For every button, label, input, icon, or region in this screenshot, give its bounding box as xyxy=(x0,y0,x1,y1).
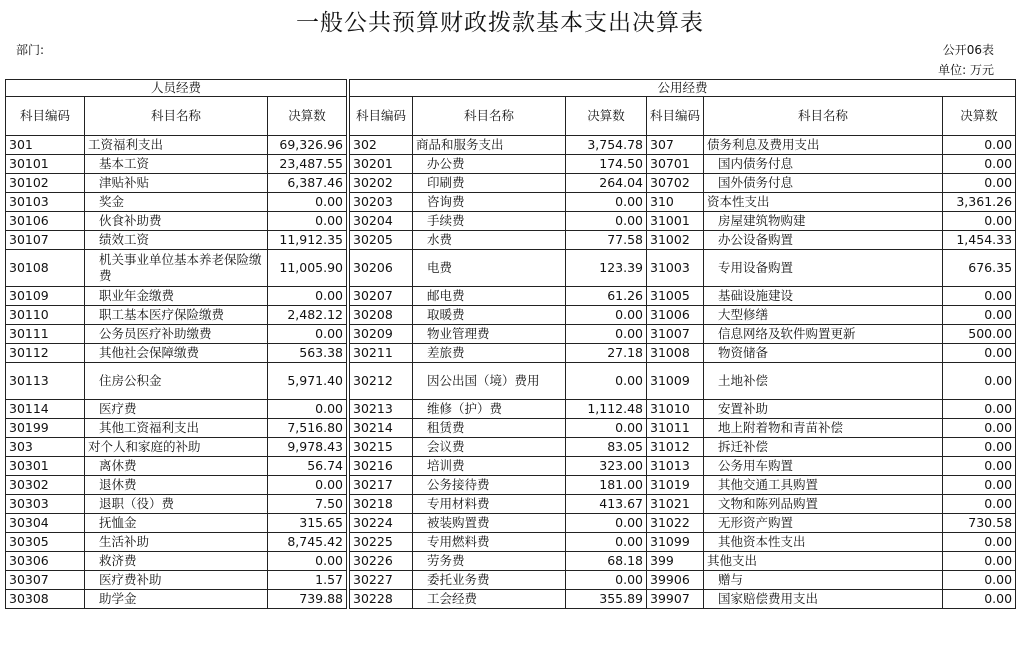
page-title: 一般公共预算财政拨款基本支出决算表 xyxy=(296,10,704,36)
amount-cell: 0.00 xyxy=(943,476,1016,495)
name-cell: 培训费 xyxy=(413,457,566,476)
table-row xyxy=(6,193,1016,212)
amount-cell: 413.67 xyxy=(566,495,647,514)
code-cell: 399 xyxy=(647,552,704,571)
name-cell: 津贴补贴 xyxy=(85,174,268,193)
name-cell: 手续费 xyxy=(413,212,566,231)
code-cell: 39906 xyxy=(647,571,704,590)
name-cell: 水费 xyxy=(413,231,566,250)
code-cell: 30217 xyxy=(350,476,413,495)
table-row xyxy=(6,287,1016,306)
name-cell: 电费 xyxy=(413,250,566,287)
code-cell: 30228 xyxy=(350,590,413,609)
code-cell: 30108 xyxy=(6,250,85,287)
amount-cell: 0.00 xyxy=(566,533,647,552)
amount-cell: 0.00 xyxy=(943,363,1016,400)
name-cell: 大型修缮 xyxy=(704,306,943,325)
amount-cell: 1,112.48 xyxy=(566,400,647,419)
name-cell: 办公设备购置 xyxy=(704,231,943,250)
code-cell: 30112 xyxy=(6,344,85,363)
name-cell: 基础设施建设 xyxy=(704,287,943,306)
code-cell: 30203 xyxy=(350,193,413,212)
amount-cell: 0.00 xyxy=(566,306,647,325)
code-cell: 30218 xyxy=(350,495,413,514)
name-cell: 退休费 xyxy=(85,476,268,495)
name-cell: 信息网络及软件购置更新 xyxy=(704,325,943,344)
code-cell: 30103 xyxy=(6,193,85,212)
name-cell: 职工基本医疗保险缴费 xyxy=(85,306,268,325)
amount-cell: 0.00 xyxy=(943,344,1016,363)
group-header-public: 公用经费 xyxy=(350,80,1016,97)
name-cell: 取暖费 xyxy=(413,306,566,325)
amount-cell: 0.00 xyxy=(943,136,1016,155)
name-cell: 工资福利支出 xyxy=(85,136,268,155)
table-row xyxy=(6,590,1016,609)
amount-cell: 0.00 xyxy=(566,212,647,231)
expenditure-table xyxy=(5,79,1016,609)
table-code: 公开06表 xyxy=(942,43,994,57)
name-cell: 其他交通工具购置 xyxy=(704,476,943,495)
code-cell: 30306 xyxy=(6,552,85,571)
amount-cell: 0.00 xyxy=(268,193,347,212)
code-cell: 31022 xyxy=(647,514,704,533)
name-cell: 物业管理费 xyxy=(413,325,566,344)
name-cell: 地上附着物和青苗补偿 xyxy=(704,419,943,438)
header-code: 科目编码 xyxy=(6,97,85,136)
header-code: 科目编码 xyxy=(350,97,413,136)
name-cell: 其他资本性支出 xyxy=(704,533,943,552)
amount-cell: 11,912.35 xyxy=(268,231,347,250)
group-header-personnel: 人员经费 xyxy=(6,80,347,97)
code-cell: 30109 xyxy=(6,287,85,306)
code-cell: 30307 xyxy=(6,571,85,590)
amount-cell: 0.00 xyxy=(943,419,1016,438)
code-cell: 30107 xyxy=(6,231,85,250)
name-cell: 退职（役）费 xyxy=(85,495,268,514)
table-row xyxy=(6,212,1016,231)
code-cell: 30308 xyxy=(6,590,85,609)
name-cell: 奖金 xyxy=(85,193,268,212)
amount-cell: 0.00 xyxy=(268,212,347,231)
code-cell: 303 xyxy=(6,438,85,457)
amount-cell: 1.57 xyxy=(268,571,347,590)
code-cell: 30216 xyxy=(350,457,413,476)
name-cell: 国内债务付息 xyxy=(704,155,943,174)
amount-cell: 0.00 xyxy=(943,533,1016,552)
code-cell: 31012 xyxy=(647,438,704,457)
name-cell: 抚恤金 xyxy=(85,514,268,533)
code-cell: 31010 xyxy=(647,400,704,419)
amount-cell: 0.00 xyxy=(268,287,347,306)
amount-cell: 0.00 xyxy=(943,287,1016,306)
table-row xyxy=(6,533,1016,552)
code-cell: 30202 xyxy=(350,174,413,193)
table-row xyxy=(6,457,1016,476)
table-row xyxy=(6,476,1016,495)
code-cell: 30301 xyxy=(6,457,85,476)
header-amount: 决算数 xyxy=(268,97,347,136)
table-row xyxy=(6,552,1016,571)
amount-cell: 0.00 xyxy=(566,514,647,533)
name-cell: 医疗费 xyxy=(85,400,268,419)
code-cell: 31008 xyxy=(647,344,704,363)
amount-cell: 27.18 xyxy=(566,344,647,363)
header-name: 科目名称 xyxy=(85,97,268,136)
name-cell: 其他工资福利支出 xyxy=(85,419,268,438)
amount-cell: 61.26 xyxy=(566,287,647,306)
code-cell: 31007 xyxy=(647,325,704,344)
code-cell: 31006 xyxy=(647,306,704,325)
table-row xyxy=(6,363,1016,400)
amount-cell: 3,361.26 xyxy=(943,193,1016,212)
code-cell: 30114 xyxy=(6,400,85,419)
name-cell: 工会经费 xyxy=(413,590,566,609)
amount-cell: 7.50 xyxy=(268,495,347,514)
name-cell: 租赁费 xyxy=(413,419,566,438)
table-row xyxy=(6,400,1016,419)
amount-cell: 264.04 xyxy=(566,174,647,193)
header-amount: 决算数 xyxy=(566,97,647,136)
amount-cell: 83.05 xyxy=(566,438,647,457)
name-cell: 绩效工资 xyxy=(85,231,268,250)
amount-cell: 56.74 xyxy=(268,457,347,476)
name-cell: 国家赔偿费用支出 xyxy=(704,590,943,609)
amount-cell: 7,516.80 xyxy=(268,419,347,438)
table-row xyxy=(6,136,1016,155)
code-cell: 30201 xyxy=(350,155,413,174)
code-cell: 30227 xyxy=(350,571,413,590)
code-cell: 31002 xyxy=(647,231,704,250)
department-label: 部门: xyxy=(16,43,45,57)
name-cell: 被装购置费 xyxy=(413,514,566,533)
amount-cell: 0.00 xyxy=(943,155,1016,174)
amount-cell: 0.00 xyxy=(943,438,1016,457)
name-cell: 基本工资 xyxy=(85,155,268,174)
code-cell: 302 xyxy=(350,136,413,155)
code-cell: 31021 xyxy=(647,495,704,514)
code-cell: 31013 xyxy=(647,457,704,476)
code-cell: 30209 xyxy=(350,325,413,344)
amount-cell: 0.00 xyxy=(943,212,1016,231)
amount-cell: 0.00 xyxy=(943,400,1016,419)
name-cell: 安置补助 xyxy=(704,400,943,419)
amount-cell: 0.00 xyxy=(943,457,1016,476)
name-cell: 赠与 xyxy=(704,571,943,590)
amount-cell: 0.00 xyxy=(566,571,647,590)
header-code: 科目编码 xyxy=(647,97,704,136)
code-cell: 30302 xyxy=(6,476,85,495)
code-cell: 30304 xyxy=(6,514,85,533)
amount-cell: 181.00 xyxy=(566,476,647,495)
name-cell: 住房公积金 xyxy=(85,363,268,400)
amount-cell: 323.00 xyxy=(566,457,647,476)
code-cell: 31019 xyxy=(647,476,704,495)
name-cell: 会议费 xyxy=(413,438,566,457)
name-cell: 无形资产购置 xyxy=(704,514,943,533)
name-cell: 土地补偿 xyxy=(704,363,943,400)
amount-cell: 23,487.55 xyxy=(268,155,347,174)
table-row xyxy=(6,419,1016,438)
code-cell: 30113 xyxy=(6,363,85,400)
code-cell: 30206 xyxy=(350,250,413,287)
code-cell: 31011 xyxy=(647,419,704,438)
name-cell: 医疗费补助 xyxy=(85,571,268,590)
name-cell: 维修（护）费 xyxy=(413,400,566,419)
code-cell: 31003 xyxy=(647,250,704,287)
amount-cell: 315.65 xyxy=(268,514,347,533)
code-cell: 30215 xyxy=(350,438,413,457)
code-cell: 30303 xyxy=(6,495,85,514)
amount-cell: 0.00 xyxy=(943,571,1016,590)
amount-cell: 0.00 xyxy=(566,363,647,400)
code-cell: 39907 xyxy=(647,590,704,609)
header-name: 科目名称 xyxy=(413,97,566,136)
amount-cell: 3,754.78 xyxy=(566,136,647,155)
amount-cell: 0.00 xyxy=(943,590,1016,609)
amount-cell: 739.88 xyxy=(268,590,347,609)
table-row xyxy=(6,250,1016,287)
amount-cell: 0.00 xyxy=(943,306,1016,325)
amount-cell: 0.00 xyxy=(268,552,347,571)
code-cell: 30208 xyxy=(350,306,413,325)
amount-cell: 2,482.12 xyxy=(268,306,347,325)
amount-cell: 6,387.46 xyxy=(268,174,347,193)
amount-cell: 730.58 xyxy=(943,514,1016,533)
amount-cell: 0.00 xyxy=(566,325,647,344)
code-cell: 30110 xyxy=(6,306,85,325)
amount-cell: 563.38 xyxy=(268,344,347,363)
amount-cell: 69,326.96 xyxy=(268,136,347,155)
code-cell: 30204 xyxy=(350,212,413,231)
code-cell: 31009 xyxy=(647,363,704,400)
name-cell: 其他支出 xyxy=(704,552,943,571)
code-cell: 301 xyxy=(6,136,85,155)
name-cell: 商品和服务支出 xyxy=(413,136,566,155)
amount-cell: 0.00 xyxy=(268,400,347,419)
name-cell: 文物和陈列品购置 xyxy=(704,495,943,514)
code-cell: 31099 xyxy=(647,533,704,552)
code-cell: 30101 xyxy=(6,155,85,174)
amount-cell: 11,005.90 xyxy=(268,250,347,287)
name-cell: 专用燃料费 xyxy=(413,533,566,552)
table-row xyxy=(6,438,1016,457)
amount-cell: 0.00 xyxy=(943,552,1016,571)
name-cell: 伙食补助费 xyxy=(85,212,268,231)
header-name: 科目名称 xyxy=(704,97,943,136)
code-cell: 30224 xyxy=(350,514,413,533)
table-row xyxy=(6,306,1016,325)
code-cell: 30199 xyxy=(6,419,85,438)
table-row xyxy=(6,571,1016,590)
code-cell: 31001 xyxy=(647,212,704,231)
name-cell: 其他社会保障缴费 xyxy=(85,344,268,363)
code-cell: 30226 xyxy=(350,552,413,571)
name-cell: 机关事业单位基本养老保险缴费 xyxy=(85,250,268,287)
name-cell: 国外债务付息 xyxy=(704,174,943,193)
name-cell: 拆迁补偿 xyxy=(704,438,943,457)
amount-cell: 77.58 xyxy=(566,231,647,250)
code-cell: 30214 xyxy=(350,419,413,438)
amount-cell: 68.18 xyxy=(566,552,647,571)
name-cell: 离休费 xyxy=(85,457,268,476)
code-cell: 30205 xyxy=(350,231,413,250)
name-cell: 物资储备 xyxy=(704,344,943,363)
amount-cell: 5,971.40 xyxy=(268,363,347,400)
code-cell: 30702 xyxy=(647,174,704,193)
name-cell: 邮电费 xyxy=(413,287,566,306)
name-cell: 专用设备购置 xyxy=(704,250,943,287)
code-cell: 30211 xyxy=(350,344,413,363)
amount-cell: 1,454.33 xyxy=(943,231,1016,250)
name-cell: 印刷费 xyxy=(413,174,566,193)
name-cell: 生活补助 xyxy=(85,533,268,552)
name-cell: 职业年金缴费 xyxy=(85,287,268,306)
code-cell: 30102 xyxy=(6,174,85,193)
name-cell: 委托业务费 xyxy=(413,571,566,590)
table-row xyxy=(6,231,1016,250)
amount-cell: 9,978.43 xyxy=(268,438,347,457)
code-cell: 30212 xyxy=(350,363,413,400)
name-cell: 专用材料费 xyxy=(413,495,566,514)
code-cell: 30111 xyxy=(6,325,85,344)
header-amount: 决算数 xyxy=(943,97,1016,136)
name-cell: 因公出国（境）费用 xyxy=(413,363,566,400)
table-row xyxy=(6,495,1016,514)
name-cell: 办公费 xyxy=(413,155,566,174)
name-cell: 差旅费 xyxy=(413,344,566,363)
name-cell: 对个人和家庭的补助 xyxy=(85,438,268,457)
table-row xyxy=(6,155,1016,174)
unit-label: 单位: 万元 xyxy=(938,63,994,77)
amount-cell: 123.39 xyxy=(566,250,647,287)
name-cell: 劳务费 xyxy=(413,552,566,571)
name-cell: 公务员医疗补助缴费 xyxy=(85,325,268,344)
code-cell: 30106 xyxy=(6,212,85,231)
name-cell: 房屋建筑物购建 xyxy=(704,212,943,231)
amount-cell: 0.00 xyxy=(268,325,347,344)
table-row xyxy=(6,325,1016,344)
code-cell: 310 xyxy=(647,193,704,212)
code-cell: 30207 xyxy=(350,287,413,306)
amount-cell: 355.89 xyxy=(566,590,647,609)
name-cell: 助学金 xyxy=(85,590,268,609)
table-row xyxy=(6,514,1016,533)
amount-cell: 0.00 xyxy=(566,193,647,212)
code-cell: 30305 xyxy=(6,533,85,552)
amount-cell: 0.00 xyxy=(943,495,1016,514)
code-cell: 307 xyxy=(647,136,704,155)
name-cell: 救济费 xyxy=(85,552,268,571)
amount-cell: 0.00 xyxy=(268,476,347,495)
name-cell: 债务利息及费用支出 xyxy=(704,136,943,155)
amount-cell: 8,745.42 xyxy=(268,533,347,552)
code-cell: 30701 xyxy=(647,155,704,174)
name-cell: 公务接待费 xyxy=(413,476,566,495)
name-cell: 资本性支出 xyxy=(704,193,943,212)
table-row xyxy=(6,344,1016,363)
amount-cell: 0.00 xyxy=(566,419,647,438)
amount-cell: 676.35 xyxy=(943,250,1016,287)
code-cell: 30225 xyxy=(350,533,413,552)
code-cell: 31005 xyxy=(647,287,704,306)
amount-cell: 174.50 xyxy=(566,155,647,174)
table-row xyxy=(6,174,1016,193)
code-cell: 30213 xyxy=(350,400,413,419)
amount-cell: 500.00 xyxy=(943,325,1016,344)
name-cell: 咨询费 xyxy=(413,193,566,212)
amount-cell: 0.00 xyxy=(943,174,1016,193)
name-cell: 公务用车购置 xyxy=(704,457,943,476)
